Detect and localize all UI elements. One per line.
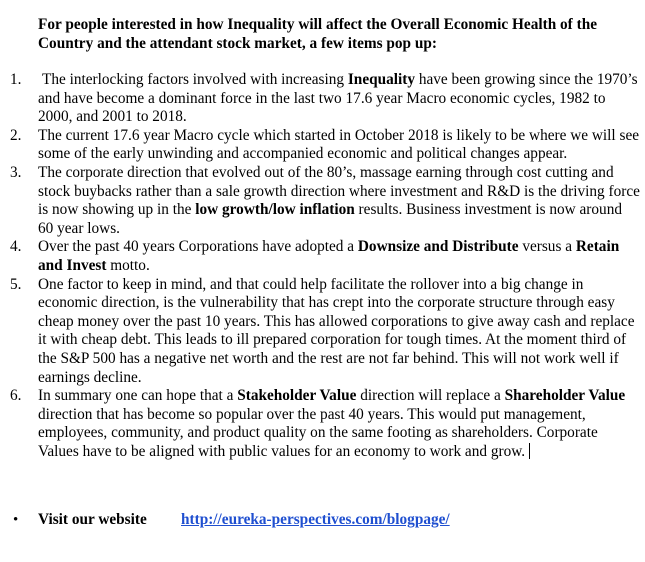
item-number: 5. <box>10 275 22 293</box>
item-emphasis: low growth/low inflation <box>195 201 355 219</box>
item-text: One factor to keep in mind, and that could help facilitate the rollover into a big change in economic direction, is the vulnerability that has crept into the corporate structure through easy cheap money over the past 10 years. This has allowed corporations to give away cash and replace it with cheap debt. This leads to ill prepared corporation for tough times. At the moment third of the S&P 500 has a negative net worth and the rest are not far behind. This will not work well if earnings decline. <box>38 275 635 386</box>
item-text: In summary one can hope that a <box>38 387 238 405</box>
item-text: motto. <box>106 256 150 274</box>
item-text: direction will replace a <box>356 387 505 405</box>
item-text: results. Business investment is now around 60 year lows. <box>38 201 622 237</box>
item-emphasis: Retain and Invest <box>38 238 620 274</box>
item-number: 1. <box>10 71 22 88</box>
item-text: The current 17.6 year Macro cycle which started in October 2018 is likely to be where we will see some of the early unwinding and accompanied economic and political changes appear. <box>38 126 640 163</box>
list-item <box>0 238 640 275</box>
items-list <box>0 71 640 461</box>
item-emphasis: Downsize and Distribute <box>357 238 519 256</box>
list-item <box>0 164 640 238</box>
page-heading: For people interested in how Inequality will affect the Overall Economic Health of the Country and the attendant stock market, a few items pop up: <box>38 16 597 52</box>
item-text: The interlocking factors involved with increasing <box>42 71 348 88</box>
item-text: have been growing since the 1970’s and have become a dominant force in the last two 17.6 year Macro economic cycles, 1982 to 2000, and 2001 to 2018. <box>38 71 638 126</box>
visit-label: Visit our website <box>38 511 147 528</box>
item-text: Over the past 40 years Corporations have adopted a <box>38 238 358 256</box>
item-text: direction that has become so popular over the past 40 years. This would put management, employees, community, and product quality on the same footing as shareholders. Corporate Values have to be aligned with public values for an economy to work and grow. <box>38 405 598 460</box>
item-number: 3. <box>10 163 22 181</box>
list-item <box>0 276 640 388</box>
item-emphasis: Shareholder Value <box>504 387 626 405</box>
item-emphasis: Stakeholder Value <box>237 387 357 405</box>
item-number: 4. <box>10 238 22 256</box>
website-bullet <box>0 511 640 531</box>
website-link[interactable]: http://eureka-perspectives.com/blogpage/ <box>181 511 450 528</box>
item-text: The corporate direction that evolved out of the 80’s, massage earning through cost cutting and stock buybacks rather than a sale growth direction where investment and R&D is the driving force is now showing up in the <box>38 163 640 219</box>
item-number: 6. <box>10 387 22 405</box>
list-item <box>0 71 640 127</box>
item-text: versus a <box>518 238 576 256</box>
item-emphasis: Inequality <box>347 71 416 88</box>
item-number: 2. <box>10 126 22 144</box>
bullet-icon: • <box>13 512 19 528</box>
list-item <box>0 387 640 461</box>
text-cursor <box>529 443 530 459</box>
list-item <box>0 127 640 164</box>
